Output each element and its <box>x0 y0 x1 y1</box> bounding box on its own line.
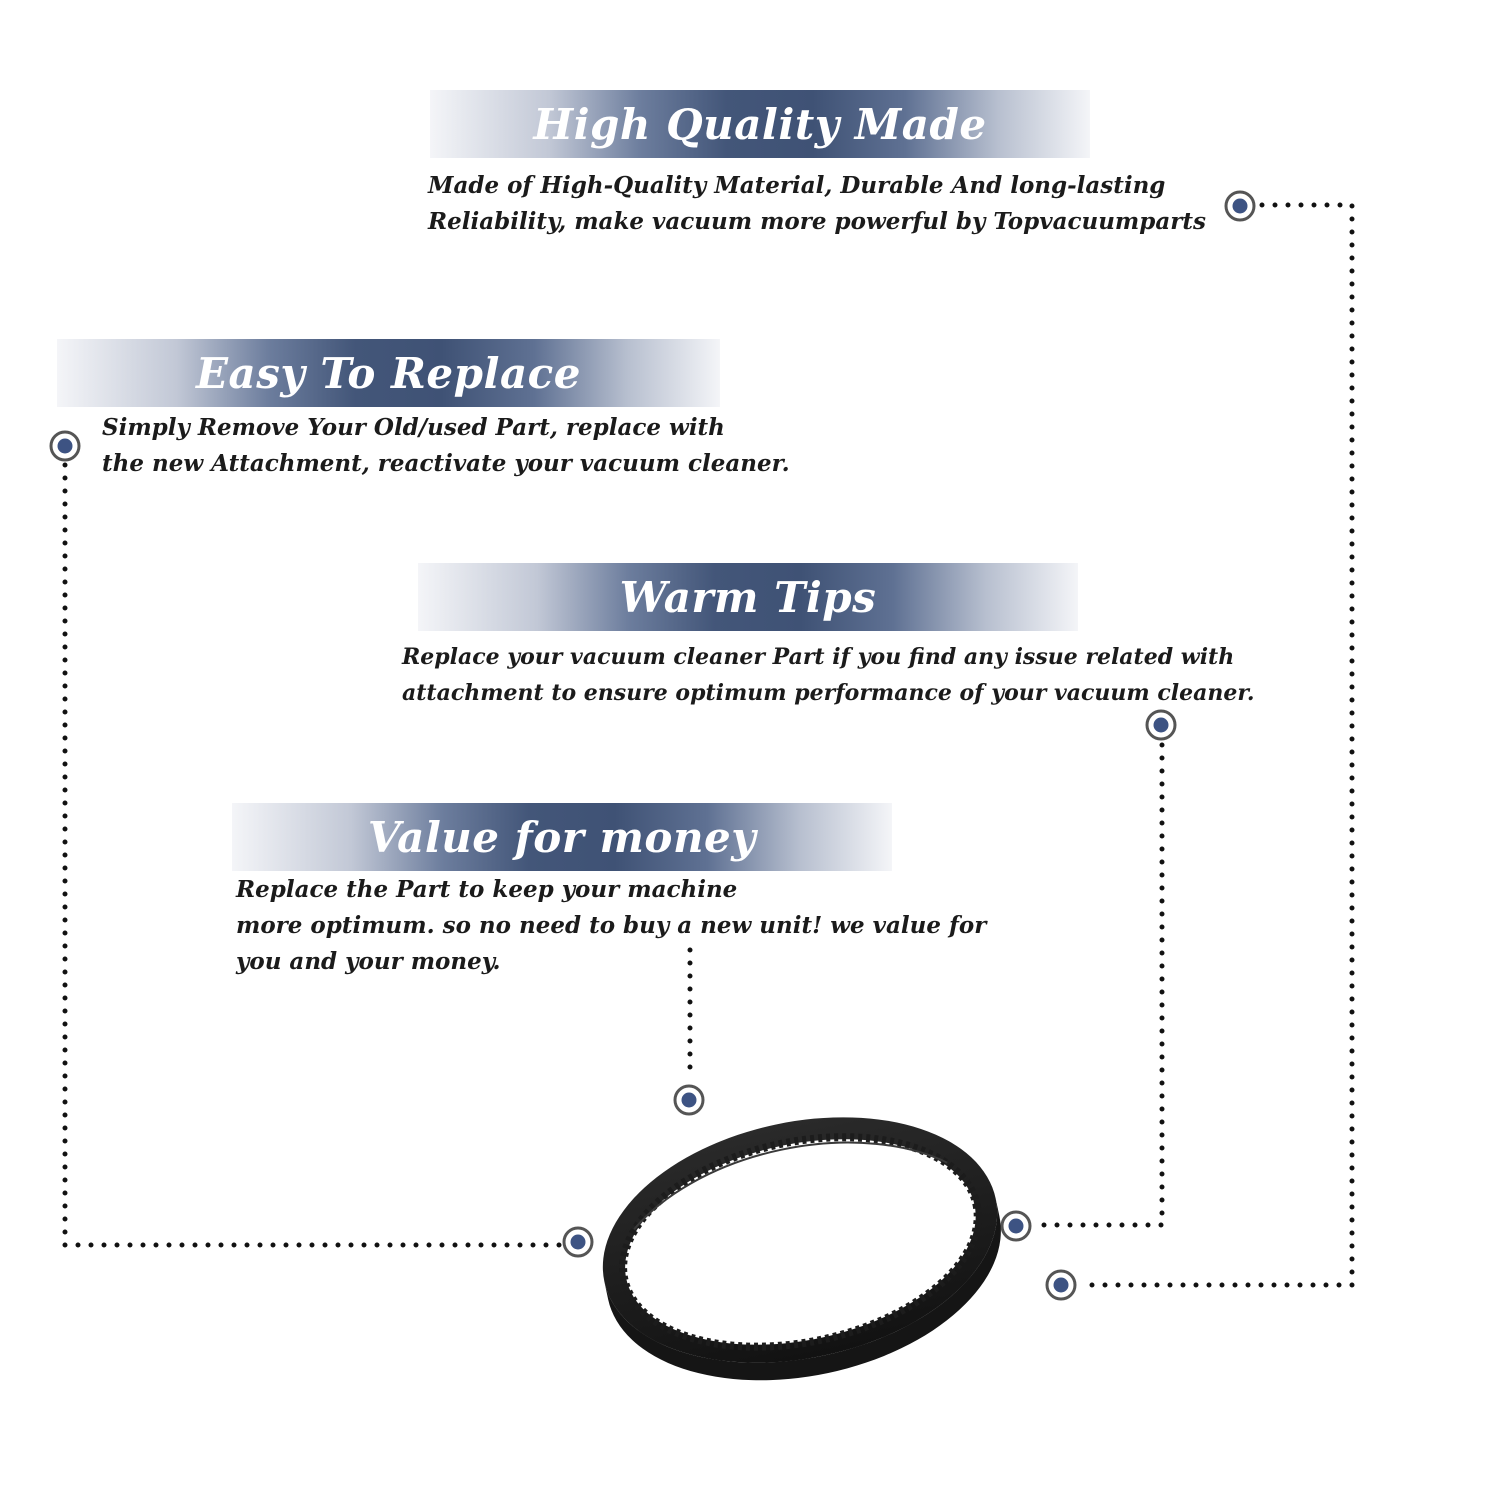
banner-easy-to-replace <box>57 339 720 407</box>
banner-title: Easy To Replace <box>196 348 581 398</box>
banner-value-for-money <box>232 803 892 871</box>
drive-belt-icon <box>580 1100 1020 1390</box>
description-line: Made of High-Quality Material, Durable And long-lasting <box>428 172 1166 199</box>
connector-line-high-quality <box>1080 205 1352 1285</box>
description-value-for-money <box>236 872 986 980</box>
banner-title: Warm Tips <box>619 572 877 622</box>
target-marker-icon <box>1143 707 1179 743</box>
description-line: you and your money. <box>236 948 501 975</box>
description-line: attachment to ensure optimum performance of your vacuum cleaner. <box>402 680 1255 706</box>
description-line: Replace your vacuum cleaner Part if you find any issue related with <box>402 644 1235 670</box>
description-easy-to-replace <box>102 410 790 482</box>
banner-title: Value for money <box>367 812 757 862</box>
description-line: more optimum. so no need to buy a new unit! we value for <box>236 912 987 939</box>
description-line: Replace the Part to keep your machine <box>236 876 738 903</box>
description-line: Reliability, make vacuum more powerful by Topvacuumparts <box>428 208 1206 235</box>
banner-title: High Quality Made <box>533 99 987 149</box>
description-line: the new Attachment, reactivate your vacuum cleaner. <box>102 450 790 477</box>
description-line: Simply Remove Your Old/used Part, replace with <box>102 414 725 441</box>
target-marker-icon <box>1222 188 1258 224</box>
banner-warm-tips <box>418 563 1078 631</box>
target-marker-icon <box>1043 1267 1079 1303</box>
connector-line-warm-tips <box>1038 745 1162 1225</box>
description-warm-tips <box>402 639 1255 711</box>
banner-high-quality-made <box>430 90 1090 158</box>
target-marker-icon <box>47 428 83 464</box>
description-high-quality-made <box>428 168 1206 240</box>
